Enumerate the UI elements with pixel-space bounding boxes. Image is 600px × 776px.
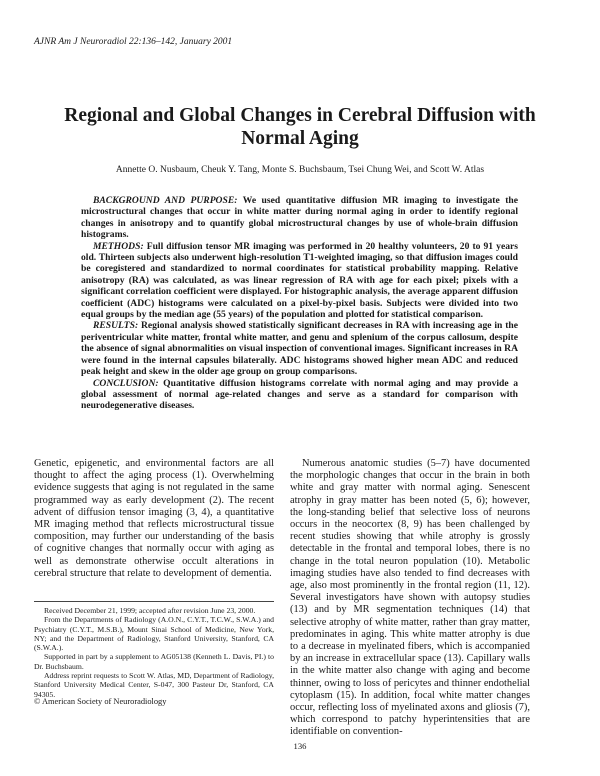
- methods-label: METHODS:: [93, 240, 144, 252]
- results-text: Regional analysis showed statistically significant decreases in RA with increasing age in the periventricular white matter, frontal white matter, and genu and splenium of the corpus callosum, despite the absence of signal abnormalities on visual inspection of conventional images. Significant increases in RA were found in the internal capsules bilaterally. ADC histograms showed higher mean ADC and reduced peak height and skew in the older age group on group comparisons.: [81, 320, 518, 378]
- body-paragraph: Numerous anatomic studies (5–7) have documented the morphologic changes that occur in the brain in both white and gray matter with normal aging. Senescent atrophy in gray matter has been noted (5, 6); however, the long-standing belief that selective loss of neurons occurs in the neocortex (8, 9) has been challenged by recent studies showing that while atrophy is grossly detectable in the frontal and temporal lobes, there is no change in the total neuron population (10). Metabolic imaging studies have also tended to find decreases with age, also most prominently in the frontal region (11, 12). Several investigators have shown with autopsy studies (13) and by MR segmentation techniques (14) that selective atrophy of white matter, rather than gray matter, predominates in aging. This white matter atrophy is due to a decrease in myelinated fibers, which is accompanied by an increase in extracellular space (13). Capillary walls in the white matter also change with aging and become thinner, owing to loss of pericytes and thinner endothelial cytoplasm (15). In addition, focal white matter changes occur, reflecting loss of myelinated axons and gliosis (7), which correspond to patchy hyperintensities that are identifiable on convention-: [290, 458, 530, 738]
- article-title: [60, 104, 540, 150]
- title-line-1: Regional and Global Changes in Cerebral Diffusion with: [64, 105, 536, 126]
- background-text: We used quantitative diffusion MR imaging to investigate the microstructural changes that occur in white matter during normal aging in order to identify regional changes in anisotropy and to quantify global microstructural changes by use of whole-brain diffusion histograms.: [81, 195, 518, 241]
- background-label: BACKGROUND AND PURPOSE:: [93, 195, 238, 206]
- abstract-conclusion: [81, 378, 518, 412]
- author-list: Annette O. Nusbaum, Cheuk Y. Tang, Monte S. Buchsbaum, Tsei Chung Wei, and Scott W. Atlas: [115, 165, 485, 175]
- left-column: [34, 458, 274, 580]
- received-note: Received December 21, 1999; accepted after revision June 23, 2000.: [44, 606, 256, 615]
- title-line-2: Normal Aging: [241, 128, 359, 149]
- abstract-background: [81, 195, 518, 241]
- right-column: [290, 458, 530, 739]
- page-number: 136: [293, 741, 307, 751]
- conclusion-text: Quantitative diffusion histograms correlate with normal aging and may provide a global assessment of normal age-related changes and serve as a standard for comparison with neurodegenerative diseases.: [81, 377, 518, 412]
- conclusion-label: CONCLUSION:: [93, 377, 159, 389]
- abstract-results: [81, 320, 518, 377]
- footnotes: [34, 606, 274, 699]
- copyright: © American Society of Neuroradiology: [34, 697, 167, 706]
- affiliations-note: From the Departments of Radiology (A.O.N., C.Y.T., T.C.W., S.W.A.) and Psychiatry (C.Y.T., M.S.B.), Mount Sinai School of Medicine, New York, NY; and the Department of Radiology, Stanford University, Stanford, CA (S.W.A.).: [34, 615, 274, 653]
- footnote-divider: [34, 601, 274, 602]
- reprints-note: Address reprint requests to Scott W. Atlas, MD, Department of Radiology, Stanford University Medical Center, S-047, 300 Pasteur Dr, Stanford, CA 94305.: [34, 671, 274, 699]
- abstract: [81, 195, 518, 412]
- abstract-methods: [81, 241, 518, 321]
- support-note: Supported in part by a supplement to AG05138 (Kenneth L. Davis, PI.) to Dr. Buchsbaum.: [34, 652, 274, 671]
- methods-text: Full diffusion tensor MR imaging was performed in 20 healthy volunteers, 20 to 91 years old. Thirteen subjects also underwent high-resolution T1-weighted imaging, so that diffusion images could be coregistered and standardized to normal coordinates for statistical probability mapping. Relative anisotropy (RA) was calculated, as was linear regression of RA with age for each pixel; pixels with a significant correlation coefficient were displayed. For histographic analysis, the average apparent diffusion coefficient (ADC) histograms were calculated on a pixel-by-pixel basis. Subjects were divided into two equal groups by the median age (55 years) of the population and plotted for statistical comparison.: [81, 240, 518, 321]
- intro-paragraph: Genetic, epigenetic, and environmental factors are all thought to affect the aging process (1). Overwhelming evidence suggests that aging is not regulated in the same programmed way as early development (2). The recent advent of diffusion tensor imaging (3, 4), a quantitative MR imaging method that reflects microstructural tissue composition, may further our understanding of the basis of cognitive changes that normally occur with aging as well as demonstrate otherwise occult alterations in cerebral structure that relate to development of dementia.: [34, 458, 274, 579]
- running-head: AJNR Am J Neuroradiol 22:136–142, January 2001: [34, 37, 233, 47]
- results-label: RESULTS:: [93, 320, 139, 332]
